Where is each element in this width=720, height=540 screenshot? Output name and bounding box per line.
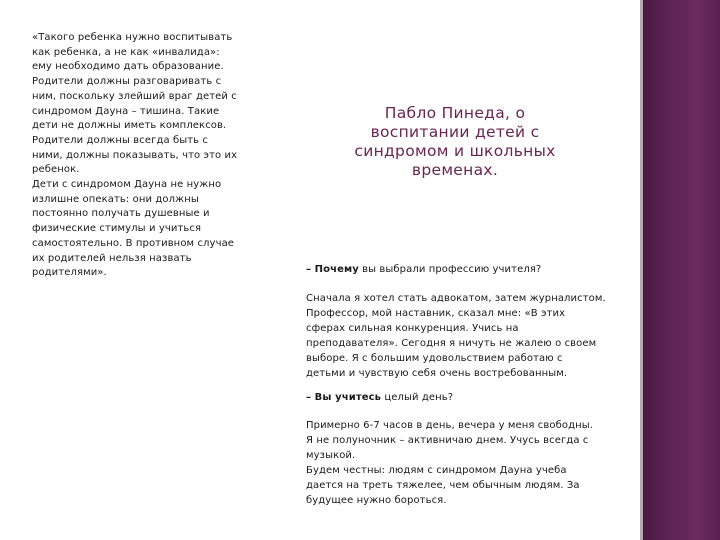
question-2 — [306, 390, 618, 405]
decorative-side-band — [643, 0, 720, 540]
question-1-text: вы выбрали профессию учителя? — [358, 264, 542, 275]
answer-1: Сначала я хотел стать адвокатом, затем журналистом. Профессор, мой наставник, сказал мне: «В этих сферах сильная конкуренция. Учись на преподавателя». Сегодня я ничуть не жалею о своем выборе. Я с большим удовольствием работаю с детьми и чувствую себя очень востребованным. — [306, 293, 606, 379]
question-2-lead: – Вы учитесь — [306, 392, 382, 403]
question-1 — [306, 262, 618, 277]
slide-title: Пабло Пинеда, о воспитании детей с синдромом и школьных временах. — [354, 104, 556, 179]
answer-2: Примерно 6-7 часов в день, вечера у меня свободны. Я не полуночник – активничаю днем. Учусь всегда с музыкой. Будем честны: людям с синдромом Дауна учеба дается на треть тяжелее, чем обычным людям. За будущее нужно бороться. — [306, 420, 594, 506]
question-1-lead: – Почему — [306, 264, 359, 275]
quote-text: «Такого ребенка нужно воспитывать как ребенка, а не как «инвалида»: ему необходимо дать образование. Родители должны разговаривать с ним, поскольку злейший враг детей с синдромом Дауна – тишина. Такие дети не должны иметь комплексов. Родители должны всегда быть с ними, должны показывать, что это их ребенок. Дети с синдромом Дауна не нужно излишне опекать: они должны постоянно получать душевные и физические стимулы и учиться самостоятельно. В противном случае их родителей нельзя назвать родителями». — [32, 32, 238, 279]
question-2-text: целый день? — [381, 392, 454, 403]
